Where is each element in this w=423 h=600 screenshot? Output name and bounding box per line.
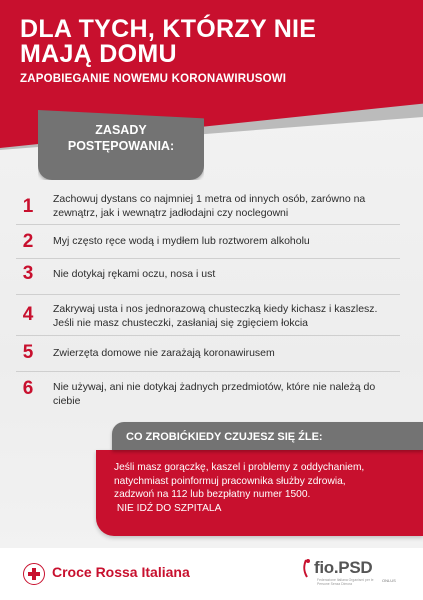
when-sick-line: Jeśli masz gorączkę, kaszel i problemy z oddychaniem,: [114, 462, 365, 473]
rule-text: [53, 267, 403, 281]
divider: [16, 335, 400, 336]
poster-title: [20, 17, 410, 67]
rule-text: [53, 380, 403, 408]
red-cross-icon: [23, 563, 45, 585]
when-sick-line: zadzwoń na 112 lub bezpłatny numer 1500.: [114, 489, 311, 500]
cri-logo-text: Croce Rossa Italiana: [52, 564, 190, 580]
rule-text-line: ciebie: [53, 395, 81, 407]
rules-heading-line-2: POSTĘPOWANIA:: [67, 139, 175, 153]
rules-heading-line-1: ZASADY: [95, 123, 147, 137]
rule-number: 4: [22, 304, 34, 325]
rule-text: [53, 302, 403, 330]
rule-text: [53, 192, 403, 220]
divider: [16, 371, 400, 372]
rule-number: 6: [22, 378, 34, 399]
divider: [16, 258, 400, 259]
divider: [16, 224, 400, 225]
fio-logo-text: fio.PSD: [314, 558, 373, 577]
title-line-2: MAJĄ DOMU: [20, 40, 177, 68]
divider: [16, 294, 400, 295]
rule-text: [53, 234, 403, 248]
rule-text-line: zewnątrz, jak i wewnątrz jadłodajni czy noclegowni: [53, 207, 289, 219]
poster-subtitle: ZAPOBIEGANIE NOWEMU KORONAWIRUSOWI: [20, 73, 287, 85]
title-line-1: DLA TYCH, KTÓRZY NIE: [20, 15, 317, 43]
rule-number: 2: [22, 231, 34, 252]
when-sick-line: NIE IDŹ DO SZPITALA: [114, 502, 222, 514]
rule-text-line: Zakrywaj usta i nos jednorazową chusteczką kiedy kichasz i kaszlesz.: [53, 303, 378, 315]
rules-heading: [38, 122, 204, 154]
rule-text-line: Nie dotykaj rękami oczu, nosa i ust: [53, 268, 216, 280]
rule-text-line: Zachowuj dystans co najmniej 1 metra od innych osób, zarówno na: [53, 193, 366, 205]
fio-onlus: ONLUS: [382, 578, 396, 583]
rule-number: 3: [22, 263, 34, 284]
rule-number: 5: [22, 342, 34, 363]
rule-number: 1: [22, 196, 34, 217]
when-sick-line: natychmiast poinformuj pracownika służby zdrowia,: [114, 475, 346, 487]
rule-text-line: Myj często ręce wodą i mydłem lub roztworem alkoholu: [53, 235, 310, 247]
when-sick-heading: CO ZROBIĆKIEDY CZUJESZ SIĘ ŹLE:: [126, 431, 323, 443]
rule-text-line: Zwierzęta domowe nie zarażają koronawirusem: [53, 347, 275, 359]
fio-mark-icon: [302, 558, 312, 578]
rule-text: [53, 346, 403, 360]
when-sick-text: [114, 461, 414, 515]
fio-psd-logo: [302, 556, 412, 596]
rule-text-line: Jeśli nie masz chusteczki, zasłaniaj się zgięciem łokcia: [53, 317, 309, 329]
fio-tagline: Federazione Italiana Organismi per le Persone Senza Dimora: [317, 578, 374, 586]
rule-text-line: Nie używaj, ani nie dotykaj żadnych przedmiotów, które nie należą do: [53, 381, 376, 393]
